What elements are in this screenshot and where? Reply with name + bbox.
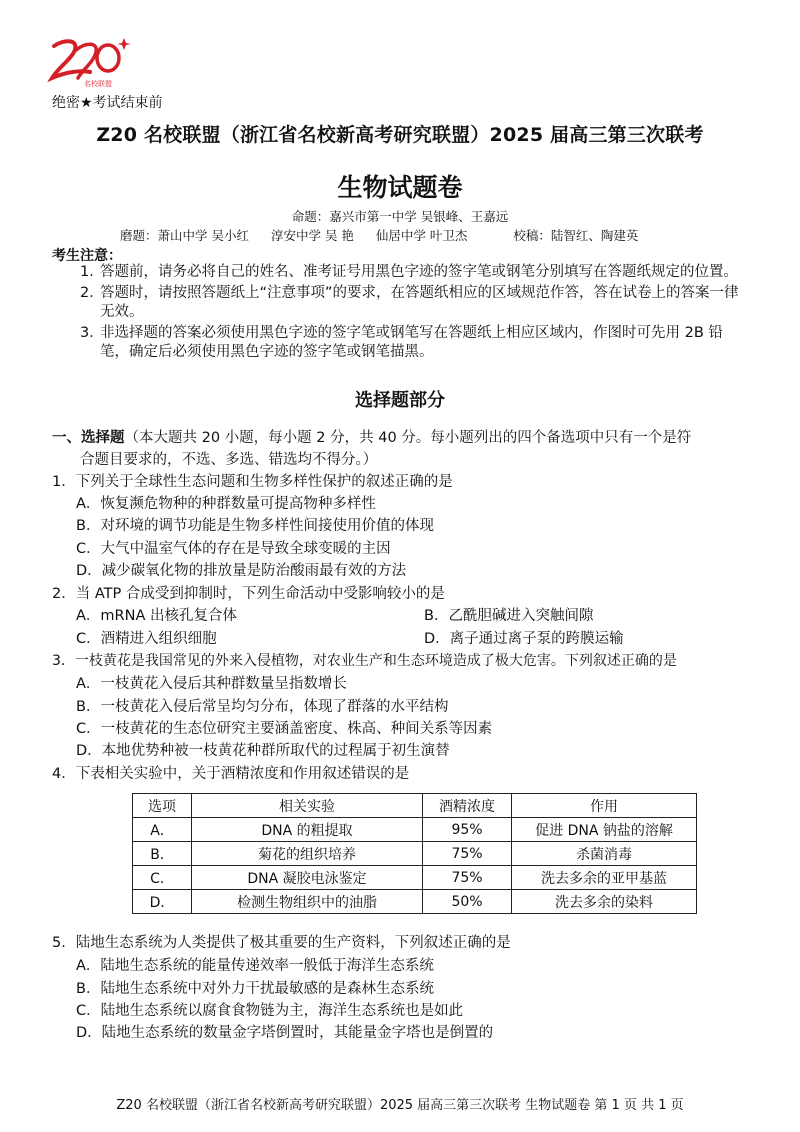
option: A．恢复濒危物种的种群数量可提高物种多样性 [76, 496, 376, 512]
table-row [133, 818, 697, 842]
option: C．大气中温室气体的存在是导致全球变暖的主因 [76, 541, 391, 557]
notice-item [80, 263, 750, 283]
experiment-table [132, 793, 697, 914]
notice-text: 非选择题的答案必须使用黑色字迹的签字笔或钢笔写在答题纸上相应区域内，作图时可先用 2B 铅笔，确定后必须使用黑色字迹的签字笔或钢笔描黑。 [100, 324, 723, 360]
table-cell: C． [133, 866, 192, 890]
table-row [133, 842, 697, 866]
table-header: 选项 [133, 794, 192, 818]
table-header: 相关实验 [192, 794, 423, 818]
exam-title: Z20 名校联盟（浙江省名校新高考研究联盟）2025 届高三第三次联考 [96, 124, 704, 146]
option: D．本地优势种被一枝黄花种群所取代的过程属于初生演替 [76, 743, 450, 759]
question-stem: 3．一枝黄花是我国常见的外来入侵植物，对农业生产和生态环境造成了极大危害。下列叙述正确的是 [52, 653, 677, 669]
proofreaders-line [120, 226, 656, 244]
table-cell: 杀菌消毒 [512, 842, 697, 866]
school-alliance-logo [46, 34, 136, 92]
table-cell: 促进 DNA 钠盐的溶解 [512, 818, 697, 842]
notice-number: 2． [80, 284, 104, 301]
question-stem: 5．陆地生态系统为人类提供了极其重要的生产资料，下列叙述正确的是 [52, 935, 511, 951]
option: B．对环境的调节功能是生物多样性间接使用价值的体现 [76, 518, 434, 534]
question-stem: 2．当 ATP 合成受到抑制时，下列生命活动中受影响较小的是 [52, 586, 445, 602]
page-footer: Z20 名校联盟（浙江省名校新高考研究联盟）2025 届高三第三次联考 生物试题卷 第 1 页 共 1 页 [116, 1098, 684, 1113]
question-stem: 4．下表相关实验中，关于酒精浓度和作用叙述错误的是 [52, 766, 410, 782]
secret-label: 绝密★考试结束前 [52, 95, 163, 111]
notice-number: 3． [80, 324, 104, 341]
notice-text: 答题前，请务必将自己的姓名、准考证号用黑色字迹的签字笔或钢笔分别填写在答题纸规定的位置。 [100, 264, 738, 280]
table-cell: 菊花的组织培养 [192, 842, 423, 866]
option: B．乙酰胆碱进入突触间隙 [424, 608, 594, 624]
option: D．陆地生态系统的数量金字塔倒置时，其能量金字塔也是倒置的 [76, 1025, 494, 1041]
option: C．酒精进入组织细胞 [76, 631, 217, 647]
notice-heading: 考生注意： [52, 248, 122, 264]
option: A．陆地生态系统的能量传递效率一般低于海洋生态系统 [76, 958, 434, 974]
intro-line: （本大题共 20 小题，每小题 2 分，共 40 分。每小题列出的四个备选项中只有一个是符 [124, 430, 692, 446]
logo-caption: 名校联盟 [84, 80, 112, 88]
section-title: 选择题部分 [355, 390, 445, 411]
option: A．一枝黄花入侵后其种群数量呈指数增长 [76, 676, 347, 692]
table-cell: 检测生物组织中的油脂 [192, 890, 423, 914]
table-cell: D． [133, 890, 192, 914]
table-cell: B． [133, 842, 192, 866]
table-header-row [133, 794, 697, 818]
notice-number: 1． [80, 264, 104, 280]
proofreader: 磨题：萧山中学 吴小红 [120, 228, 249, 243]
option: D．离子通过离子泵的跨膜运输 [424, 631, 624, 647]
proofreader: 淳安中学 吴 艳 [270, 228, 354, 243]
option: C．陆地生态系统以腐食食物链为主，海洋生态系统也是如此 [76, 1003, 464, 1019]
option: C．一枝黄花的生态位研究主要涵盖密度、株高、种间关系等因素 [76, 721, 493, 737]
intro-line: 合题目要求的，不选、多选、错选均不得分。） [80, 452, 378, 468]
question-stem: 1．下列关于全球性生态问题和生物多样性保护的叙述正确的是 [52, 474, 453, 490]
choice-intro [52, 427, 752, 471]
option: B．陆地生态系统中对外力干扰最敏感的是森林生态系统 [76, 981, 434, 997]
notice-list [80, 263, 750, 364]
proofreader: 仙居中学 叶卫杰 [375, 228, 468, 243]
proofreader: 校稿：陆智红、陶建英 [513, 228, 639, 243]
table-cell: 洗去多余的亚甲基蓝 [512, 866, 697, 890]
question-authors: 命题：嘉兴市第一中学 吴银峰、王嘉远 [291, 209, 509, 224]
table-row [133, 890, 697, 914]
table-cell: 洗去多余的染料 [512, 890, 697, 914]
intro-label: 一、选择题 [52, 430, 125, 446]
table-header: 作用 [512, 794, 697, 818]
option: A．mRNA 出核孔复合体 [76, 608, 237, 624]
table-cell: 75% [423, 866, 512, 890]
table-row [133, 866, 697, 890]
notice-text: 答题时，请按照答题纸上“注意事项”的要求，在答题纸相应的区域规范作答，答在试卷上的答案一律无效。 [100, 284, 739, 320]
table-cell: DNA 的粗提取 [192, 818, 423, 842]
table-header: 酒精浓度 [423, 794, 512, 818]
notice-item [80, 324, 750, 363]
table-cell: 95% [423, 818, 512, 842]
notice-item [80, 284, 750, 323]
option: D．减少碳氧化物的排放量是防治酸雨最有效的方法 [76, 563, 407, 579]
table-cell: 75% [423, 842, 512, 866]
table-cell: 50% [423, 890, 512, 914]
table-cell: A． [133, 818, 192, 842]
option: B．一枝黄花入侵后常呈均匀分布，体现了群落的水平结构 [76, 699, 449, 715]
subject-title: 生物试题卷 [337, 173, 463, 202]
table-cell: DNA 凝胶电泳鉴定 [192, 866, 423, 890]
